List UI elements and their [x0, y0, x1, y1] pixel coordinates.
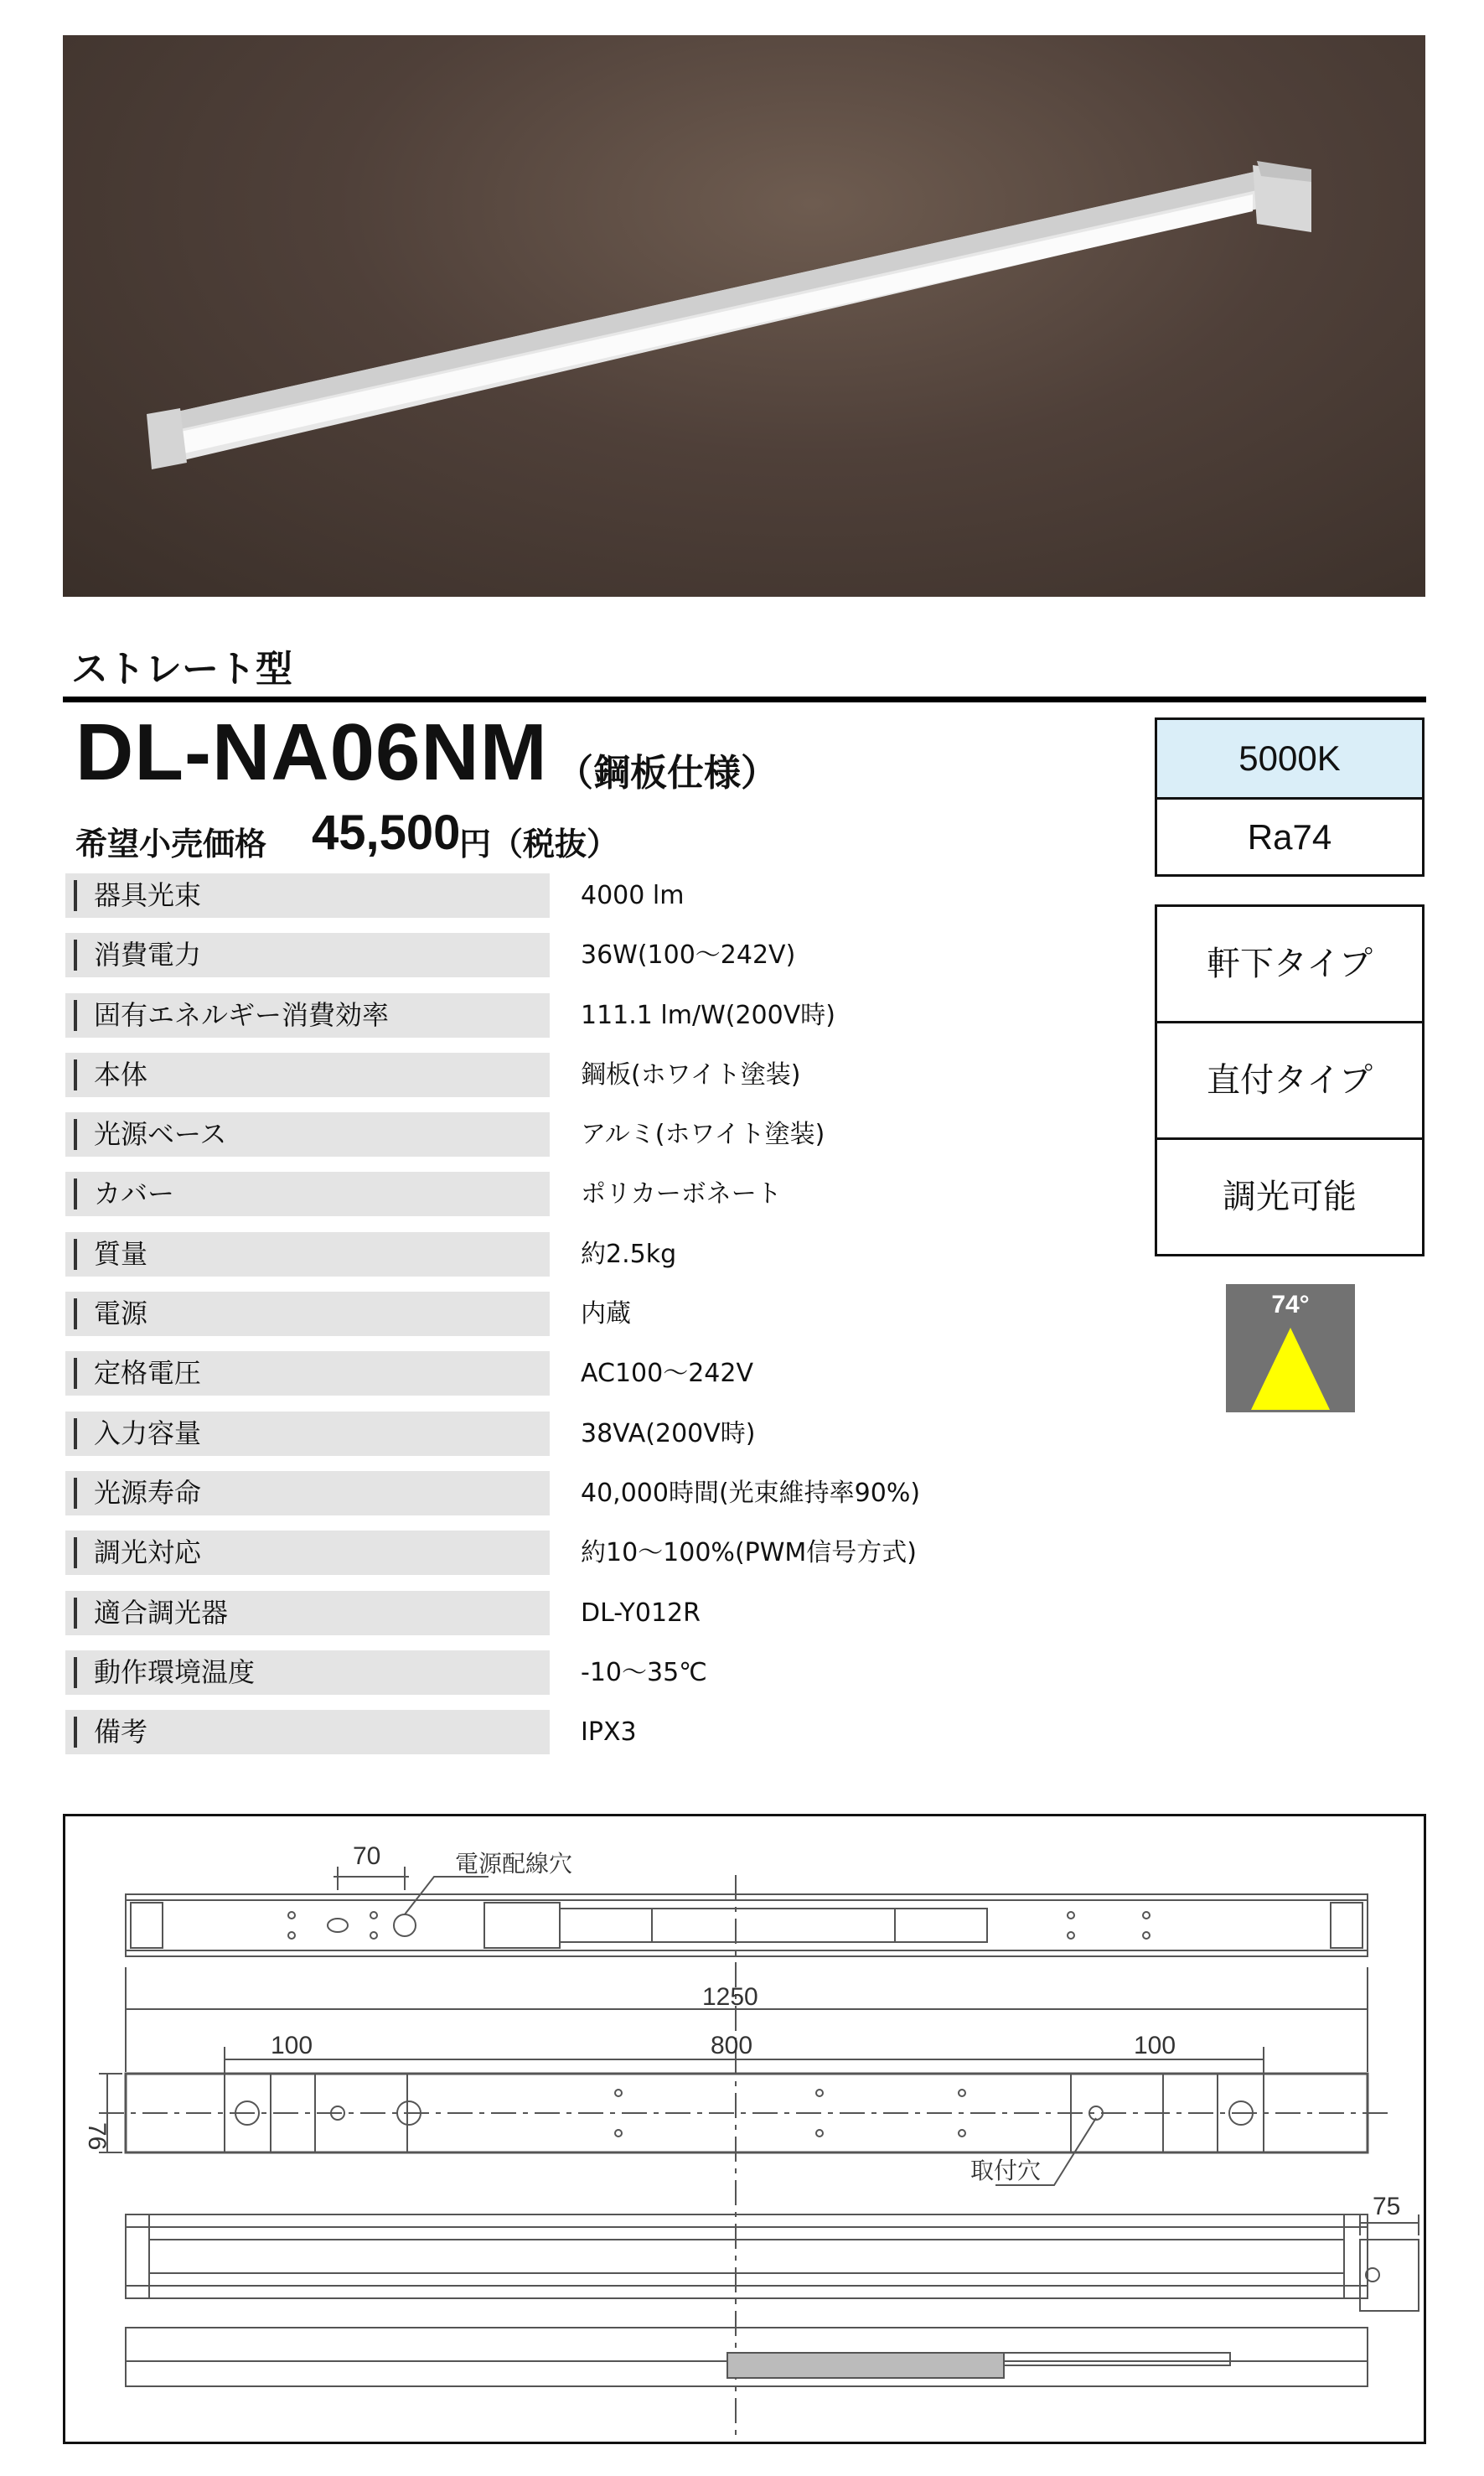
spec-value: 36W(100～242V): [581, 940, 796, 971]
dim-800: 800: [711, 2032, 753, 2059]
spec-value: 内蔵: [581, 1299, 631, 1329]
spec-value: IPX3: [581, 1717, 637, 1748]
model-note: （鋼板仕様）: [556, 752, 778, 795]
mount-hole-label: 取付穴: [970, 2157, 1042, 2184]
spec-label: 本体: [65, 1053, 550, 1097]
dim-100-right: 100: [1134, 2032, 1176, 2059]
spec-label: 光源寿命: [65, 1471, 550, 1515]
dim-70: 70: [353, 1842, 381, 1870]
feature-box: 直付タイプ: [1155, 1021, 1425, 1140]
spec-value: DL-Y012R: [581, 1598, 701, 1628]
spec-row: [65, 1232, 972, 1292]
ra-box: Ra74: [1155, 797, 1425, 877]
spec-row: [65, 1650, 972, 1710]
color-temp-box: 5000K: [1155, 717, 1425, 800]
feature-box: 調光可能: [1155, 1137, 1425, 1256]
spec-value: 鋼板(ホワイト塗装): [581, 1059, 801, 1090]
feature-box: 軒下タイプ: [1155, 904, 1425, 1023]
spec-value: 4000 lm: [581, 881, 685, 910]
spec-label: 定格電圧: [65, 1351, 550, 1396]
spec-row: [65, 1292, 972, 1351]
spec-row: [65, 873, 972, 933]
spec-value: アルミ(ホワイト塗装): [581, 1120, 825, 1150]
spec-row: [65, 1112, 972, 1172]
beam-angle-icon: [1226, 1284, 1355, 1412]
spec-label: 器具光束: [65, 873, 550, 918]
category-heading: ストレート型: [71, 648, 292, 691]
model-number: DL-NA06NM: [75, 707, 548, 797]
spec-label: 電源: [65, 1292, 550, 1336]
spec-label: 光源ベース: [65, 1112, 550, 1157]
spec-value: -10～35℃: [581, 1657, 707, 1687]
price-label: 希望小売価格: [75, 826, 267, 862]
spec-value: 111.1 lm/W(200V時): [581, 1000, 835, 1030]
spec-value: 38VA(200V時): [581, 1418, 756, 1448]
spec-label: 動作環境温度: [65, 1650, 550, 1695]
dim-100-left: 100: [271, 2032, 313, 2059]
spec-label: 質量: [65, 1232, 550, 1277]
beam-angle-label: 74°: [1271, 1291, 1310, 1318]
spec-value: AC100～242V: [581, 1359, 753, 1389]
wiring-hole-label: 電源配線穴: [455, 1850, 573, 1878]
spec-label: 適合調光器: [65, 1591, 550, 1635]
spec-row: [65, 933, 972, 992]
dim-length: 1250: [702, 1983, 758, 2011]
price-suffix: 円（税抜）: [459, 826, 619, 862]
divider: [63, 697, 1426, 702]
spec-row: [65, 1412, 972, 1471]
dim-width: 76: [83, 2122, 111, 2151]
spec-row: [65, 1531, 972, 1590]
spec-label: カバー: [65, 1172, 550, 1216]
spec-value: 約2.5kg: [581, 1239, 677, 1269]
dimension-drawing: [63, 1814, 1426, 2444]
spec-row: [65, 1172, 972, 1231]
spec-row: [65, 1710, 972, 1769]
spec-value: 約10～100%(PWM信号方式): [581, 1538, 917, 1568]
spec-value: ポリカーボネート: [581, 1179, 782, 1210]
spec-label: 固有エネルギー消費効率: [65, 993, 550, 1038]
price-value: 45,500: [312, 805, 461, 860]
spec-value: 40,000時間(光束維持率90%): [581, 1478, 921, 1508]
spec-label: 消費電力: [65, 933, 550, 977]
spec-table: [65, 873, 972, 1769]
spec-label: 備考: [65, 1710, 550, 1754]
spec-row: [65, 993, 972, 1053]
dim-depth: 75: [1373, 2193, 1401, 2220]
spec-row: [65, 1053, 972, 1112]
spec-label: 調光対応: [65, 1531, 550, 1575]
spec-row: [65, 1351, 972, 1411]
product-photo: [63, 35, 1425, 597]
spec-row: [65, 1471, 972, 1531]
spec-row: [65, 1591, 972, 1650]
spec-label: 入力容量: [65, 1412, 550, 1456]
